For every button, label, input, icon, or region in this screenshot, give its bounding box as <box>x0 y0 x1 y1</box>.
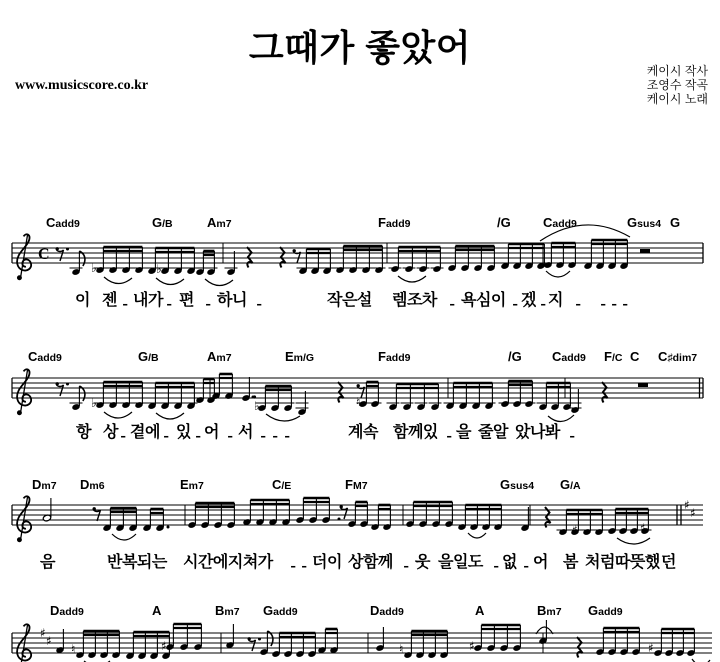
chord-suffix: m7 <box>216 352 232 364</box>
chord-symbol <box>500 476 534 494</box>
chord-root: G <box>152 215 163 230</box>
chord-symbol <box>152 602 161 620</box>
lyric-syllable: 이 <box>75 292 90 309</box>
chord-root: C <box>630 349 640 364</box>
website-url: www.musicscore.co.kr <box>15 78 149 93</box>
chord-root: C <box>28 349 38 364</box>
chord-suffix: add9 <box>552 218 577 230</box>
chord-root: A <box>475 603 485 618</box>
chord-suffix: m7 <box>41 480 57 492</box>
chord-root: D <box>32 477 42 492</box>
lyric-melisma-dash: - <box>256 296 262 311</box>
key-signature-sharp: ♯ <box>46 634 52 648</box>
chord-root: C <box>552 349 562 364</box>
chord-root: F <box>378 215 386 230</box>
chord-suffix: /C <box>611 352 623 364</box>
chord-symbol <box>560 476 581 494</box>
chord-suffix: /B <box>162 218 173 230</box>
lyric-syllable: 서 <box>238 424 253 441</box>
lyric-melisma-dash: - <box>284 428 290 443</box>
key-signature-sharp: ♯ <box>40 626 46 640</box>
lyric-syllable: 던 <box>661 554 676 571</box>
chord-root: B <box>215 603 225 618</box>
chord-suffix: /E <box>281 480 292 492</box>
lyric-syllable: 곁에 <box>130 424 160 441</box>
lyric-melisma-dash: - <box>540 296 546 311</box>
chord-root: D <box>50 603 60 618</box>
chord-suffix: add9 <box>55 218 80 230</box>
chord-symbol <box>508 348 522 366</box>
chord-symbol <box>272 476 291 494</box>
lyric-melisma-dash: - <box>523 558 529 573</box>
key-signature-sharp: ♯ <box>690 506 696 520</box>
lyric-syllable: 음 <box>40 554 55 571</box>
lyric-melisma-dash: - <box>512 296 518 311</box>
chord-symbol <box>207 214 232 232</box>
chord-root: C <box>46 215 56 230</box>
credit-composer: 조영수 작곡 <box>646 78 708 92</box>
chord-root: G <box>627 215 638 230</box>
chord-root: G <box>560 477 571 492</box>
chord-root: A <box>207 349 217 364</box>
chord-symbol <box>543 214 577 232</box>
chord-symbol <box>285 348 314 366</box>
chord-symbol <box>378 214 410 232</box>
chord-root: B <box>537 603 547 618</box>
lyric-syllable: 욕심이 <box>461 292 506 309</box>
chord-root: C <box>658 349 668 364</box>
chord-suffix: add9 <box>59 606 84 618</box>
lyric-syllable: 없 <box>502 554 517 571</box>
lyric-melisma-dash: - <box>227 428 233 443</box>
lyric-syllable: 렘조차 <box>392 292 437 309</box>
common-time-signature: C <box>38 246 50 263</box>
accidental-flat: ♭ <box>156 262 162 276</box>
lyric-syllable: 작은설 <box>327 292 372 309</box>
lyric-melisma-dash: - <box>575 296 581 311</box>
chord-symbol <box>497 214 511 232</box>
chord-symbol <box>658 348 697 366</box>
lyric-syllable: 을일도 <box>438 554 483 571</box>
chord-suffix: m7 <box>546 606 562 618</box>
lyric-syllable: 내가 <box>133 292 163 309</box>
lyric-syllable: 줄알 <box>478 424 508 441</box>
chord-symbol <box>378 348 410 366</box>
chord-symbol <box>263 602 298 620</box>
chord-symbol <box>32 476 57 494</box>
accidental-natural: ♮ <box>356 395 361 409</box>
lyric-syllable: 반복되는 <box>107 554 167 571</box>
chord-root: A <box>207 215 217 230</box>
chord-root: /G <box>508 349 522 364</box>
chord-symbol <box>138 348 159 366</box>
chord-root: G <box>588 603 599 618</box>
chord-root: G <box>263 603 274 618</box>
chord-root: C <box>272 477 282 492</box>
chord-root: G <box>500 477 511 492</box>
accidental-natural: ♮ <box>399 642 404 656</box>
lyric-syllable: 상 <box>103 424 118 441</box>
chord-symbol <box>46 214 80 232</box>
lyric-melisma-dash: - <box>195 428 201 443</box>
chord-root: E <box>180 477 189 492</box>
chord-suffix: add9 <box>561 352 586 364</box>
chord-suffix: ♯dim7 <box>667 352 698 364</box>
lyric-melisma-dash: - <box>290 558 296 573</box>
lyric-syllable: 있 <box>176 424 191 441</box>
page-title: 그때가 좋았어 <box>248 27 472 68</box>
credit-singer: 케이시 노래 <box>646 92 708 106</box>
chord-suffix: add9 <box>37 352 62 364</box>
chord-symbol <box>80 476 105 494</box>
chord-suffix: m7 <box>224 606 240 618</box>
chord-symbol <box>50 602 84 620</box>
lyric-melisma-dash: - <box>446 428 452 443</box>
chord-symbol <box>604 348 622 366</box>
lyric-syllable: 어 <box>204 424 219 441</box>
lyric-melisma-dash: - <box>403 558 409 573</box>
chord-suffix: m7 <box>188 480 204 492</box>
chord-symbol <box>627 214 661 232</box>
chord-root: D <box>80 477 90 492</box>
lyric-melisma-dash: - <box>163 428 169 443</box>
lyric-melisma-dash: - <box>611 296 617 311</box>
chord-root: G <box>138 349 149 364</box>
chord-symbol <box>475 602 484 620</box>
chord-root: F <box>604 349 612 364</box>
chord-root: A <box>152 603 162 618</box>
lyric-syllable: 시간에지쳐가 <box>183 554 273 571</box>
lyric-melisma-dash: - <box>122 296 128 311</box>
chord-symbol <box>215 602 240 620</box>
chord-root: D <box>370 603 380 618</box>
lyric-syllable: 함께있 <box>393 424 438 441</box>
lyric-melisma-dash: - <box>205 296 211 311</box>
chord-root: C <box>543 215 553 230</box>
lyric-syllable: 처럼따뜻했 <box>585 554 660 571</box>
chord-symbol <box>345 476 368 494</box>
chord-suffix: sus4 <box>637 218 662 230</box>
lyric-melisma-dash: - <box>622 296 628 311</box>
lyric-syllable: 계속 <box>348 424 378 441</box>
lyric-melisma-dash: - <box>301 558 307 573</box>
chord-symbol <box>370 602 404 620</box>
chord-root: E <box>285 349 294 364</box>
lyric-syllable: 어 <box>533 554 548 571</box>
lyric-syllable: 지 <box>548 292 563 309</box>
accidental-flat: ♭ <box>254 399 260 413</box>
accidental-flat: ♭ <box>91 261 97 275</box>
chord-suffix: add9 <box>385 218 411 230</box>
lyric-syllable: 봄 <box>563 554 578 571</box>
chord-symbol <box>552 348 586 366</box>
lyric-syllable: 더이 <box>312 554 342 571</box>
chord-symbol <box>180 476 204 494</box>
chord-suffix: M7 <box>352 480 368 492</box>
chord-suffix: add9 <box>379 606 404 618</box>
lyric-melisma-dash: - <box>569 428 575 443</box>
chord-suffix: add9 <box>598 606 623 618</box>
chord-suffix: sus4 <box>510 480 535 492</box>
chord-symbol <box>152 214 173 232</box>
lyric-melisma-dash: - <box>600 296 606 311</box>
accidental-sharp: ♯ <box>648 641 654 655</box>
chord-root: F <box>345 477 353 492</box>
lyric-syllable: 젠 <box>102 292 117 309</box>
accidental-natural: ♮ <box>71 642 76 656</box>
lyric-syllable: 겠 <box>521 292 536 309</box>
chord-symbol <box>670 214 680 232</box>
lyric-melisma-dash: - <box>493 558 499 573</box>
lyric-melisma-dash: - <box>166 296 172 311</box>
accidental-flat: ♭ <box>91 396 97 410</box>
lyric-syllable: 았나봐 <box>515 424 560 441</box>
chord-symbol <box>537 602 562 620</box>
chord-suffix: m7 <box>216 218 232 230</box>
chord-root: G <box>670 215 681 230</box>
lyric-melisma-dash: - <box>260 428 266 443</box>
credit-lyricist: 케이시 작사 <box>646 64 708 78</box>
lyric-melisma-dash: - <box>272 428 278 443</box>
key-signature-sharp: ♯ <box>684 498 690 512</box>
lyric-syllable: 상함께 <box>348 554 393 571</box>
chord-suffix: m/G <box>293 352 315 364</box>
accidental-sharp: ♯ <box>572 523 578 537</box>
chord-root: F <box>378 349 386 364</box>
chord-symbol <box>630 348 639 366</box>
lyric-syllable: 하니 <box>217 292 247 309</box>
lyric-syllable: 편 <box>179 292 194 309</box>
chord-suffix: /A <box>570 480 581 492</box>
chord-suffix: /B <box>148 352 159 364</box>
lyric-syllable: 항 <box>76 424 91 441</box>
lyric-melisma-dash: - <box>449 296 455 311</box>
lyric-melisma-dash: - <box>120 428 126 443</box>
lyric-syllable: 웃 <box>415 554 430 571</box>
chord-suffix: add9 <box>273 606 298 618</box>
accidental-sharp: ♯ <box>640 521 646 535</box>
chord-symbol <box>28 348 62 366</box>
lyric-syllable: 을 <box>456 424 471 441</box>
chord-symbol <box>588 602 623 620</box>
accidental-sharp: ♯ <box>469 639 475 653</box>
chord-symbol <box>207 348 232 366</box>
chord-suffix: m6 <box>89 480 105 492</box>
chord-root: /G <box>497 215 511 230</box>
accidental-sharp: ♯ <box>161 639 167 653</box>
chord-suffix: add9 <box>385 352 411 364</box>
